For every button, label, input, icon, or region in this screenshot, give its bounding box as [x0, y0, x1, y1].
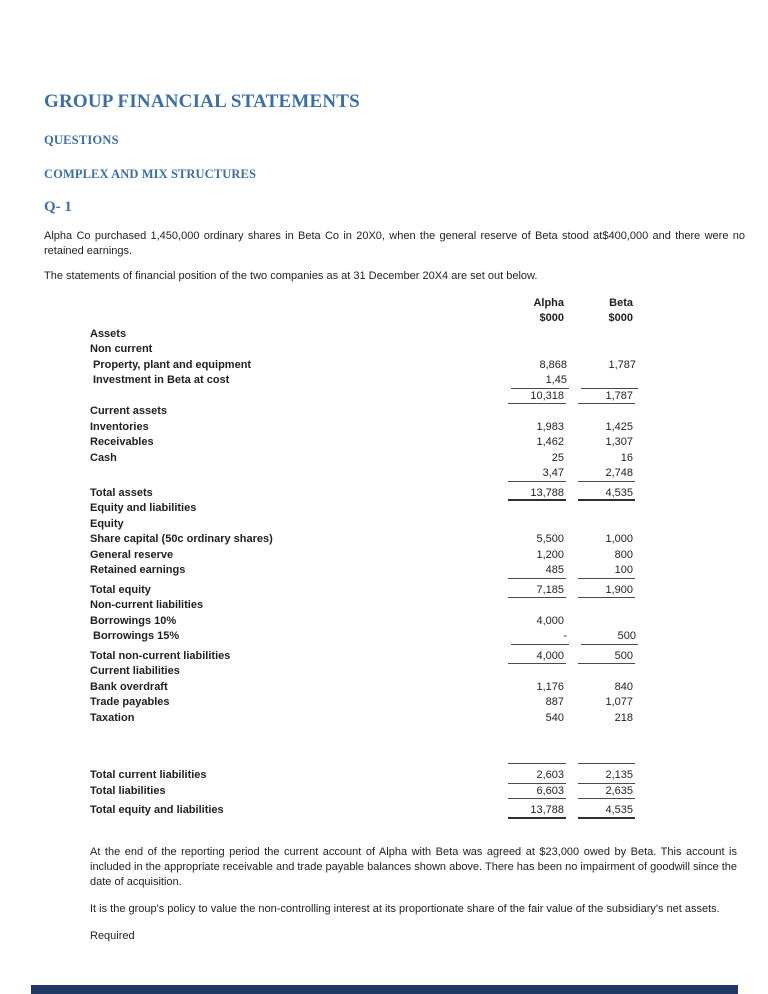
- row-value-beta: 1,787: [578, 389, 635, 405]
- note-nci-policy: It is the group's policy to value the non-controlling interest at its proportionate share of the fair value of the subsidiary's net assets.: [90, 903, 720, 916]
- intro-paragraphs: [44, 229, 745, 285]
- column-gap: [566, 695, 578, 711]
- table-row: [90, 803, 745, 819]
- row-value-beta: 1,307: [605, 436, 633, 449]
- row-label: Non-current liabilities: [90, 599, 204, 612]
- column-gap: [566, 501, 578, 517]
- column-gap: [566, 404, 578, 420]
- column-gap: [566, 768, 578, 784]
- column-unit-alpha: $000: [539, 312, 564, 325]
- table-row: [90, 614, 745, 630]
- row-value-alpha: 13,788: [508, 803, 566, 819]
- row-label: General reserve: [90, 548, 174, 561]
- table-row: [90, 451, 745, 467]
- column-gap: [569, 358, 581, 374]
- table-row: [90, 583, 745, 599]
- column-gap: [566, 680, 578, 696]
- row-value-beta: [578, 327, 635, 343]
- column-gap: [566, 803, 578, 819]
- required-label: Required: [90, 930, 135, 943]
- row-value-beta: [578, 664, 635, 680]
- subsection-heading-complex-structures: COMPLEX AND MIX STRUCTURES: [44, 167, 256, 181]
- row-value-alpha: 1,176: [536, 680, 564, 693]
- row-label: Total current liabilities: [90, 769, 207, 782]
- row-label: Current assets: [90, 405, 168, 418]
- row-value-beta: [578, 501, 635, 517]
- row-value-beta: 4,535: [578, 486, 635, 502]
- row-value-beta: 500: [581, 629, 638, 645]
- row-value-alpha: 7,185: [508, 583, 566, 599]
- table-row: [90, 563, 745, 579]
- column-gap: [566, 389, 578, 405]
- row-value-alpha: 13,788: [508, 486, 566, 502]
- column-gap: [566, 664, 578, 680]
- section-heading-questions: QUESTIONS: [44, 133, 119, 147]
- row-value-beta: [578, 598, 635, 614]
- row-value-alpha: 5,500: [536, 533, 564, 546]
- row-value-alpha: 887: [545, 696, 564, 709]
- row-label: Equity: [90, 517, 124, 530]
- table-row: [90, 664, 745, 680]
- row-value-beta: 500: [578, 649, 635, 665]
- table-row: [90, 404, 745, 420]
- row-label: Taxation: [90, 711, 135, 724]
- table-row: [90, 327, 745, 343]
- question-number-heading: Q- 1: [44, 199, 72, 215]
- row-label: Total assets: [90, 486, 153, 499]
- row-label: Total liabilities: [90, 784, 166, 797]
- row-value-alpha: [508, 342, 566, 358]
- row-value-alpha: 485: [508, 563, 566, 579]
- row-value-beta: [578, 404, 635, 420]
- row-value-beta: 840: [614, 680, 633, 693]
- row-value-beta: 4,535: [578, 803, 635, 819]
- row-value-beta: 800: [614, 548, 633, 561]
- table-row: [90, 649, 745, 665]
- row-label: Equity and liabilities: [90, 502, 197, 515]
- table-row: [90, 517, 745, 533]
- intro-paragraph-2: The statements of financial position of the two companies as at 31 December 20X4 are set out below.: [44, 270, 538, 283]
- row-value-beta: 2,748: [578, 466, 635, 482]
- row-label: Borrowings 10%: [90, 614, 177, 627]
- row-value-beta: [578, 614, 635, 630]
- financial-position-table: [90, 296, 745, 819]
- table-row: [90, 532, 745, 548]
- row-label: Total non-current liabilities: [90, 649, 231, 662]
- row-value-alpha: 10,318: [508, 389, 566, 405]
- row-value-beta: 1,077: [605, 696, 633, 709]
- page-title: GROUP FINANCIAL STATEMENTS: [44, 91, 360, 112]
- row-value-beta: 1,425: [605, 420, 633, 433]
- row-label: Inventories: [90, 420, 149, 433]
- row-value-alpha: 3,47: [508, 466, 566, 482]
- row-value-beta: 1,000: [605, 533, 633, 546]
- row-value-alpha: [508, 664, 566, 680]
- row-label: Cash: [90, 451, 117, 464]
- row-value-alpha: [508, 598, 566, 614]
- column-header-beta: Beta: [609, 296, 633, 309]
- row-label: Share capital (50c ordinary shares): [90, 533, 273, 546]
- row-label: Total equity: [90, 583, 151, 596]
- table-row: [90, 501, 745, 517]
- table-row: [90, 629, 745, 645]
- row-value-alpha: 4,000: [536, 614, 564, 627]
- row-value-alpha: 1,45: [511, 373, 569, 389]
- table-row: [90, 680, 745, 696]
- column-unit-beta: $000: [608, 312, 633, 325]
- row-value-beta: 2,135: [578, 768, 635, 784]
- row-label: Borrowings 15%: [93, 630, 180, 643]
- table-row: [90, 389, 745, 405]
- column-header-alpha: Alpha: [533, 296, 564, 309]
- table-row: [90, 342, 745, 358]
- row-value-beta: 1,900: [578, 583, 635, 599]
- column-gap: [566, 598, 578, 614]
- row-value-alpha: [508, 501, 566, 517]
- table-row: [90, 548, 745, 564]
- table-row: [90, 711, 745, 727]
- row-label: Current liabilities: [90, 665, 180, 678]
- row-value-alpha: [508, 404, 566, 420]
- row-value-alpha: 8,868: [539, 358, 567, 371]
- row-value-alpha: 540: [545, 711, 564, 724]
- row-label: Receivables: [90, 436, 154, 449]
- table-row: [90, 373, 745, 389]
- column-gap: [566, 486, 578, 502]
- row-value-beta: [578, 763, 635, 764]
- table-header-units: [90, 311, 745, 327]
- column-gap: [566, 532, 578, 548]
- column-gap: [566, 451, 578, 467]
- table-row: [90, 695, 745, 711]
- table-row: [90, 598, 745, 614]
- row-label: Property, plant and equipment: [93, 358, 252, 371]
- table-header-names: [90, 296, 745, 312]
- row-label: [90, 466, 508, 482]
- column-gap: [566, 563, 578, 579]
- row-value-alpha: 6,603: [508, 784, 566, 800]
- row-label: Non current: [90, 343, 153, 356]
- column-gap: [566, 784, 578, 800]
- row-value-alpha: 25: [551, 451, 564, 464]
- row-label: Trade payables: [90, 696, 170, 709]
- row-value-beta: 2,635: [578, 784, 635, 800]
- column-gap: [566, 583, 578, 599]
- row-label: Total equity and liabilities: [90, 804, 224, 817]
- column-gap: [566, 327, 578, 343]
- column-gap: [569, 373, 581, 389]
- row-value-alpha: 1,462: [536, 436, 564, 449]
- row-label: Assets: [90, 327, 127, 340]
- table-row: [90, 784, 745, 800]
- row-value-beta: 100: [578, 563, 635, 579]
- table-row: [90, 358, 745, 374]
- row-value-alpha: 4,000: [508, 649, 566, 665]
- row-label: Investment in Beta at cost: [93, 374, 230, 387]
- page-bottom-bar: [31, 985, 738, 994]
- row-value-beta: [581, 373, 638, 389]
- row-label: [90, 389, 508, 405]
- table-row: [90, 466, 745, 482]
- table-row: [90, 768, 745, 784]
- column-gap: [566, 548, 578, 564]
- column-gap: [566, 711, 578, 727]
- table-row: [90, 435, 745, 451]
- row-value-beta: 16: [620, 451, 633, 464]
- column-gap: [566, 517, 578, 533]
- intro-paragraph-1: Alpha Co purchased 1,450,000 ordinary shares in Beta Co in 20X0, when the general reserve of Beta stood at$400,000 and there were no retained earnings.: [44, 230, 745, 258]
- financial-table-rows: [90, 327, 745, 819]
- table-row: [90, 420, 745, 436]
- row-value-alpha: 1,200: [536, 548, 564, 561]
- row-value-beta: [578, 342, 635, 358]
- column-gap: [566, 420, 578, 436]
- column-gap: [566, 342, 578, 358]
- row-value-alpha: [508, 517, 566, 533]
- row-value-alpha: 1,983: [536, 420, 564, 433]
- note-current-account: At the end of the reporting period the current account of Alpha with Beta was agreed at $23,000 owed by Beta. This account is included in the appropriate receivable and trade payable balances shown above. There has been no impairment of goodwill since the date of acquisition.: [90, 845, 737, 889]
- row-value-beta: 1,787: [608, 358, 636, 371]
- row-label: Bank overdraft: [90, 680, 168, 693]
- row-value-alpha: -: [511, 629, 569, 645]
- row-value-alpha: [508, 327, 566, 343]
- row-value-beta: 218: [614, 711, 633, 724]
- table-row: [90, 486, 745, 502]
- column-gap: [566, 649, 578, 665]
- column-gap: [566, 614, 578, 630]
- notes-paragraphs: [90, 845, 737, 945]
- row-value-alpha: 2,603: [508, 768, 566, 784]
- column-gap: [566, 435, 578, 451]
- row-value-beta: [578, 517, 635, 533]
- row-value-alpha: [508, 763, 566, 764]
- row-label: Retained earnings: [90, 564, 186, 577]
- table-row: [90, 726, 745, 764]
- column-gap: [566, 466, 578, 482]
- column-gap: [569, 629, 581, 645]
